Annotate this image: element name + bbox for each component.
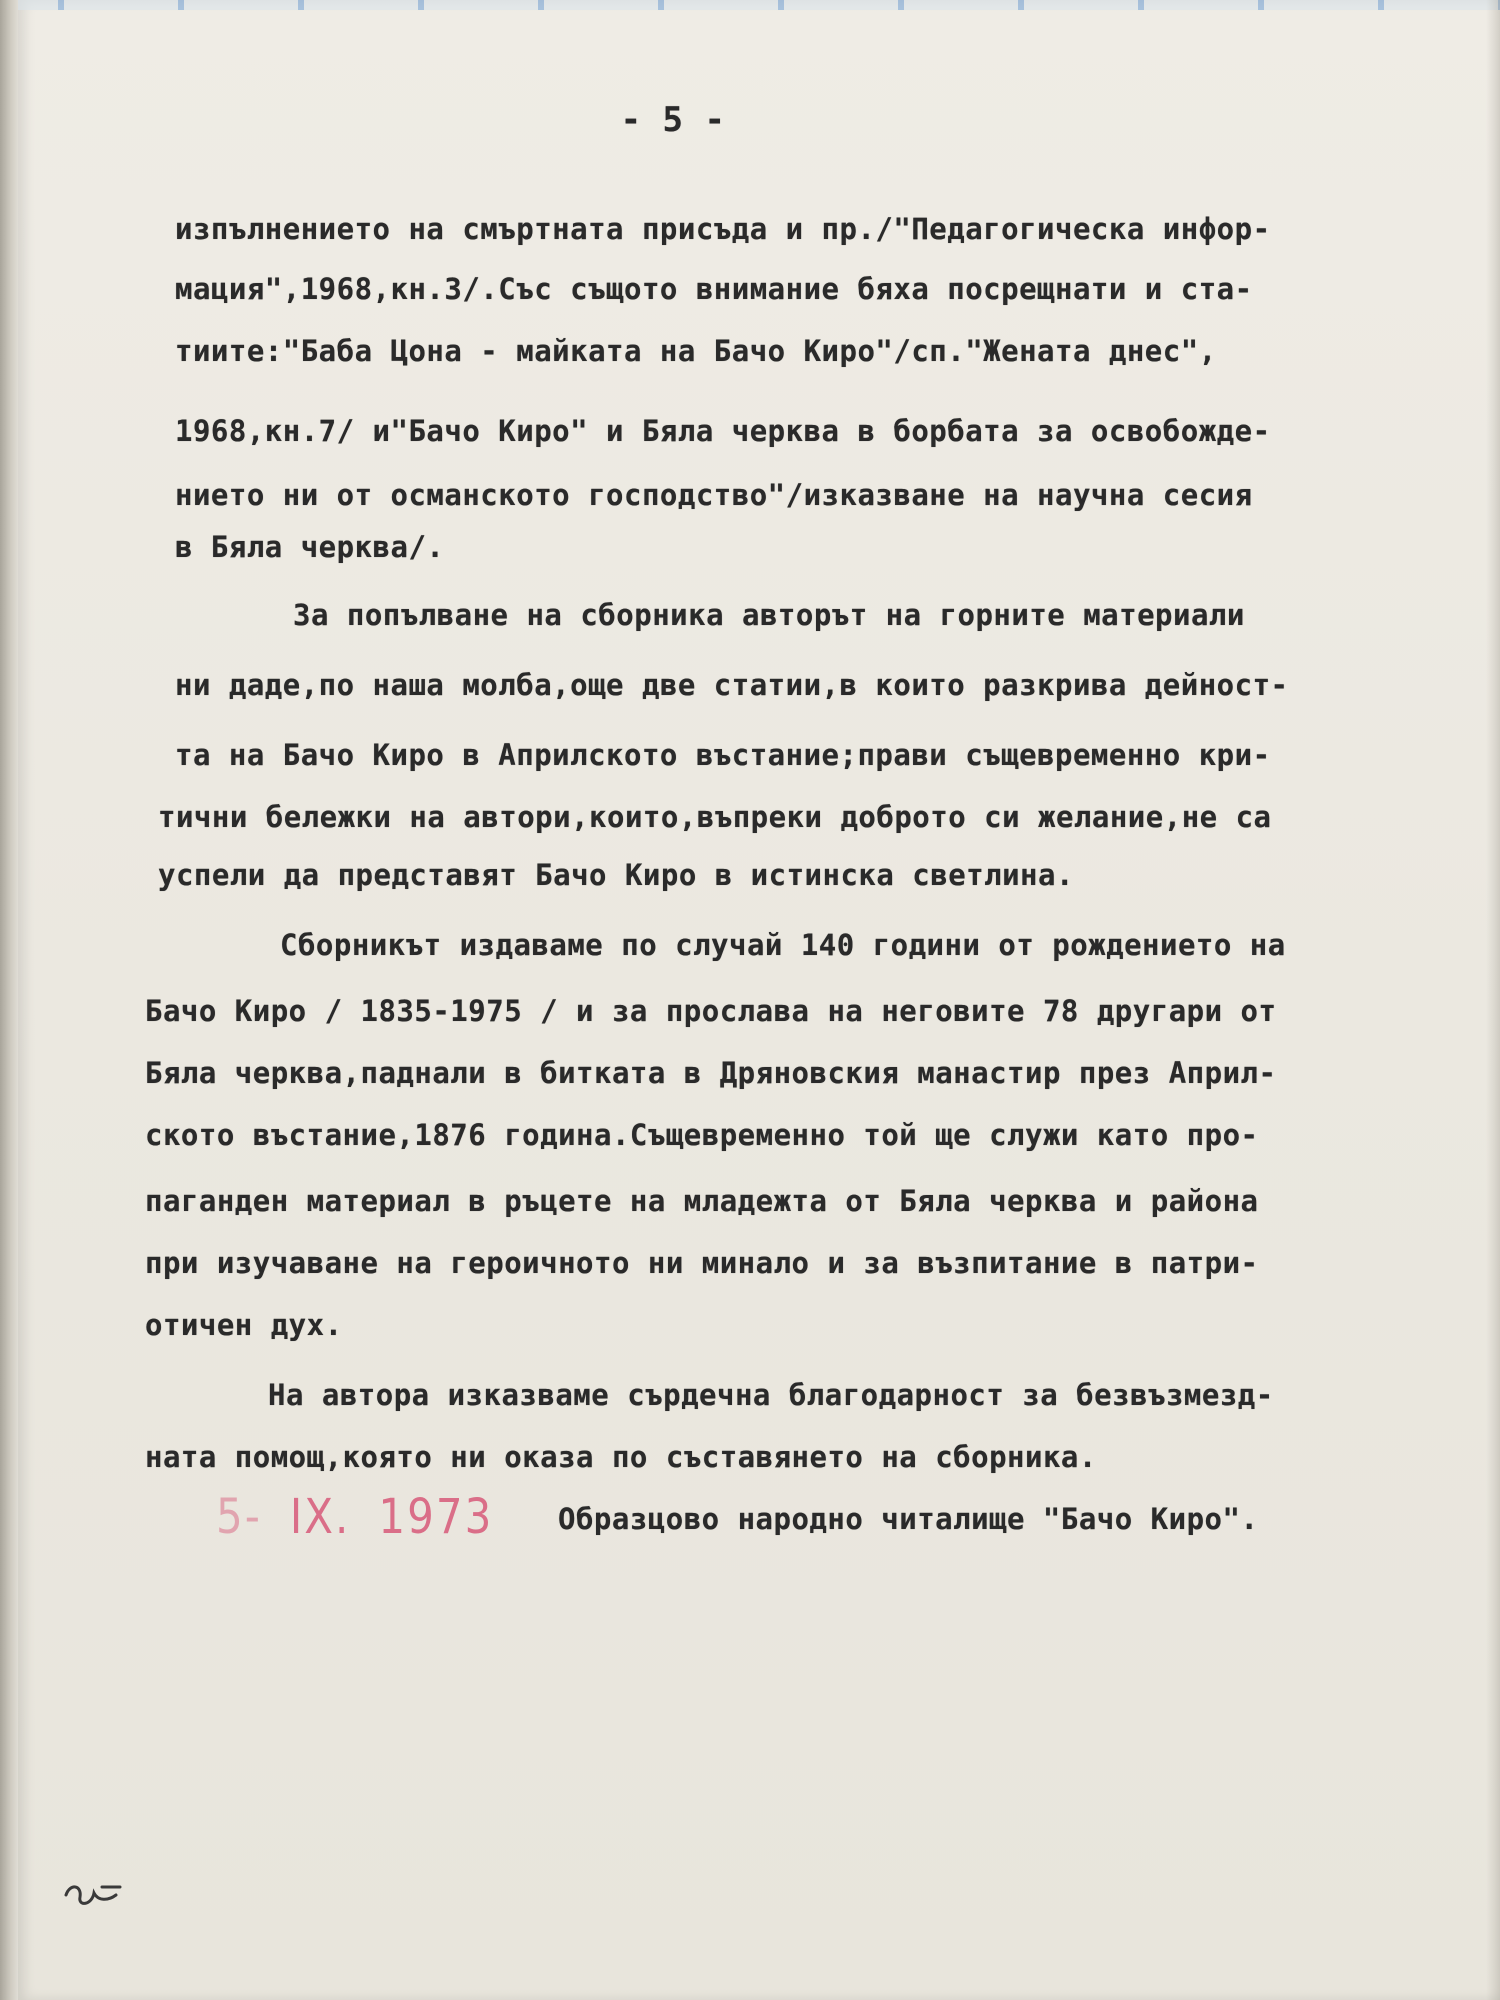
page-number: - 5 - [620, 100, 726, 140]
right-page-edge [1486, 0, 1500, 2000]
text-line-8: ни даде,по наша молба,още две статии,в които разкрива дейност- [175, 668, 1289, 702]
text-line-15: ското въстание,1876 година.Същевременно той ще служи като про- [145, 1118, 1259, 1152]
text-line-4: 1968,кн.7/ и"Бачо Киро" и Бяла черква в борбата за освобожде- [175, 414, 1271, 448]
text-line-12: Сборникът издаваме по случай 140 години от рождението на [280, 928, 1286, 962]
text-line-7: За попълване на сборника авторът на горните материали [293, 598, 1245, 632]
text-line-1: изпълнението на смъртната присъда и пр./"Педагогическа инфор- [175, 212, 1271, 246]
stamp-month: IX. [289, 1488, 351, 1545]
stamp-day: 5- [216, 1488, 262, 1545]
binding-edge [0, 0, 18, 2000]
text-line-6: в Бяла черква/. [175, 530, 445, 564]
text-line-14: Бяла черква,паднали в битката в Дряновския манастир през Април- [145, 1056, 1277, 1090]
text-line-5: нието ни от османското господство"/изказване на научна сесия [175, 478, 1253, 512]
text-line-16: паганден материал в ръцете на младежта от Бяла черква и района [145, 1184, 1259, 1218]
text-line-19: На автора изказваме сърдечна благодарност за безвъзмезд- [268, 1378, 1274, 1412]
pen-mark-icon [58, 1865, 128, 1915]
text-line-2: мация",1968,кн.3/.Със същото внимание бяха посрещнати и ста- [175, 272, 1253, 306]
document-page [18, 0, 1500, 2000]
text-line-3: тиите:"Баба Цона - майката на Бачо Киро"/сп."Жената днес", [175, 334, 1217, 368]
date-stamp [216, 1488, 493, 1544]
text-line-9: та на Бачо Киро в Априлското въстание;прави същевременно кри- [175, 738, 1271, 772]
stamp-year: 1973 [378, 1488, 494, 1545]
text-line-10: тични бележки на автори,които,въпреки доброто си желание,не са [158, 800, 1272, 834]
text-line-18: отичен дух. [145, 1308, 343, 1342]
text-line-13: Бачо Киро / 1835-1975 / и за прослава на неговите 78 другари от [145, 994, 1277, 1028]
text-line-20: ната помощ,която ни оказа по съставянето на сборника. [145, 1440, 1097, 1474]
top-edge-strip [18, 0, 1500, 10]
text-line-11: успели да представят Бачо Киро в истинска светлина. [158, 858, 1074, 892]
signature-line: Образцово народно читалище "Бачо Киро". [558, 1502, 1259, 1536]
text-line-17: при изучаване на героичното ни минало и за възпитание в патри- [145, 1246, 1259, 1280]
